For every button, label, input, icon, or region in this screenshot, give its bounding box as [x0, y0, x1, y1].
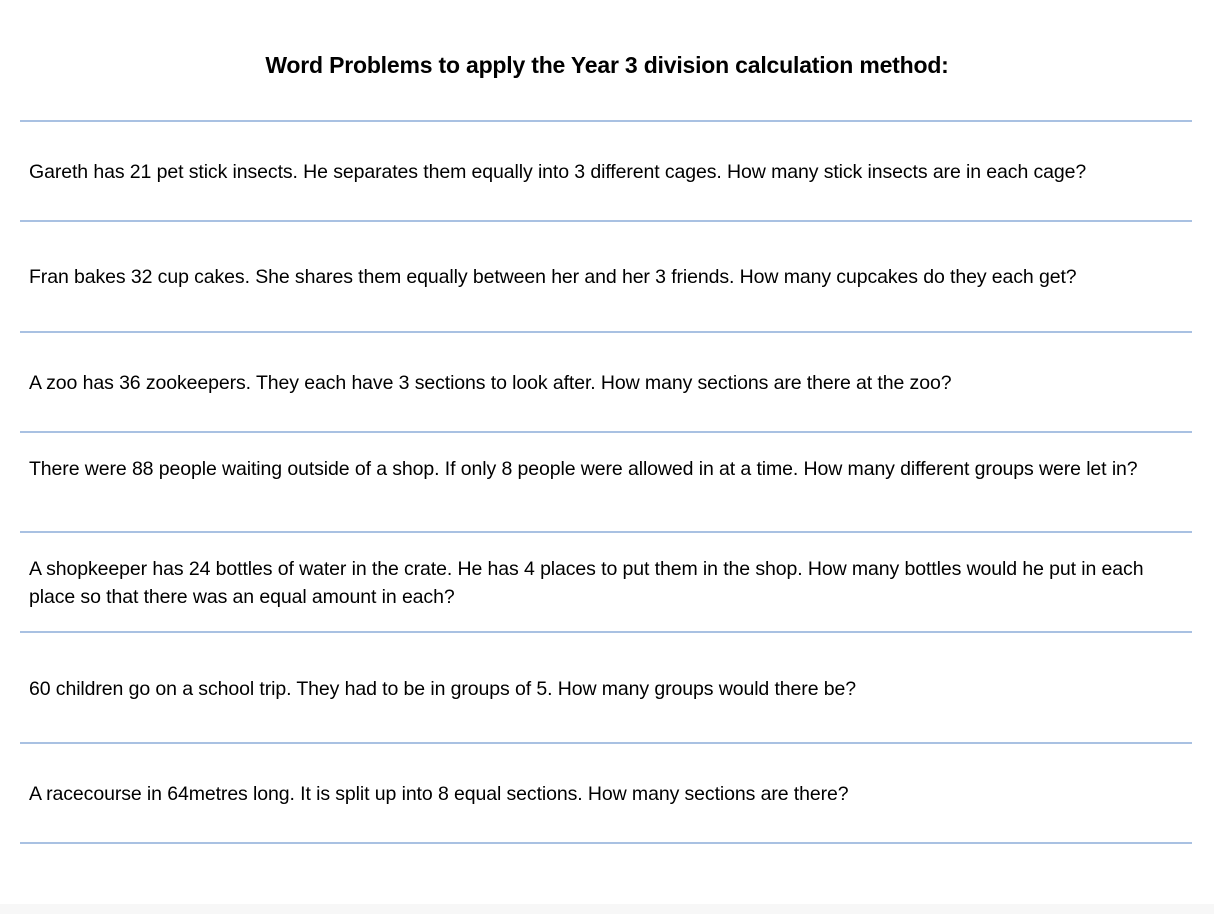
answer-line: [20, 120, 1192, 122]
word-problem-7: A racecourse in 64metres long. It is split up into 8 equal sections. How many sections are there?: [29, 783, 849, 805]
word-problem-1: Gareth has 21 pet stick insects. He separates them equally into 3 different cages. How many stick insects are in each cage?: [29, 161, 1087, 183]
word-problem-4: There were 88 people waiting outside of a shop. If only 8 people were allowed in at a time. How many different groups were let in?: [29, 458, 1138, 480]
answer-line: [20, 431, 1192, 433]
answer-line: [20, 220, 1192, 222]
answer-line: [20, 842, 1192, 844]
answer-line: [20, 631, 1192, 633]
word-problem-5: A shopkeeper has 24 bottles of water in the crate. He has 4 places to put them in the shop. How many bottles would he put in each place so that there was an equal amount in each?: [29, 558, 1144, 608]
worksheet-title: Word Problems to apply the Year 3 division calculation method:: [265, 52, 949, 78]
answer-line: [20, 331, 1192, 333]
word-problem-2: Fran bakes 32 cup cakes. She shares them equally between her and her 3 friends. How many cupcakes do they each get?: [29, 266, 1077, 288]
word-problem-3: A zoo has 36 zookeepers. They each have 3 sections to look after. How many sections are there at the zoo?: [29, 372, 952, 394]
answer-line: [20, 531, 1192, 533]
page-bottom-edge: [0, 904, 1214, 914]
answer-line: [20, 742, 1192, 744]
word-problem-6: 60 children go on a school trip. They had to be in groups of 5. How many groups would there be?: [29, 678, 856, 700]
